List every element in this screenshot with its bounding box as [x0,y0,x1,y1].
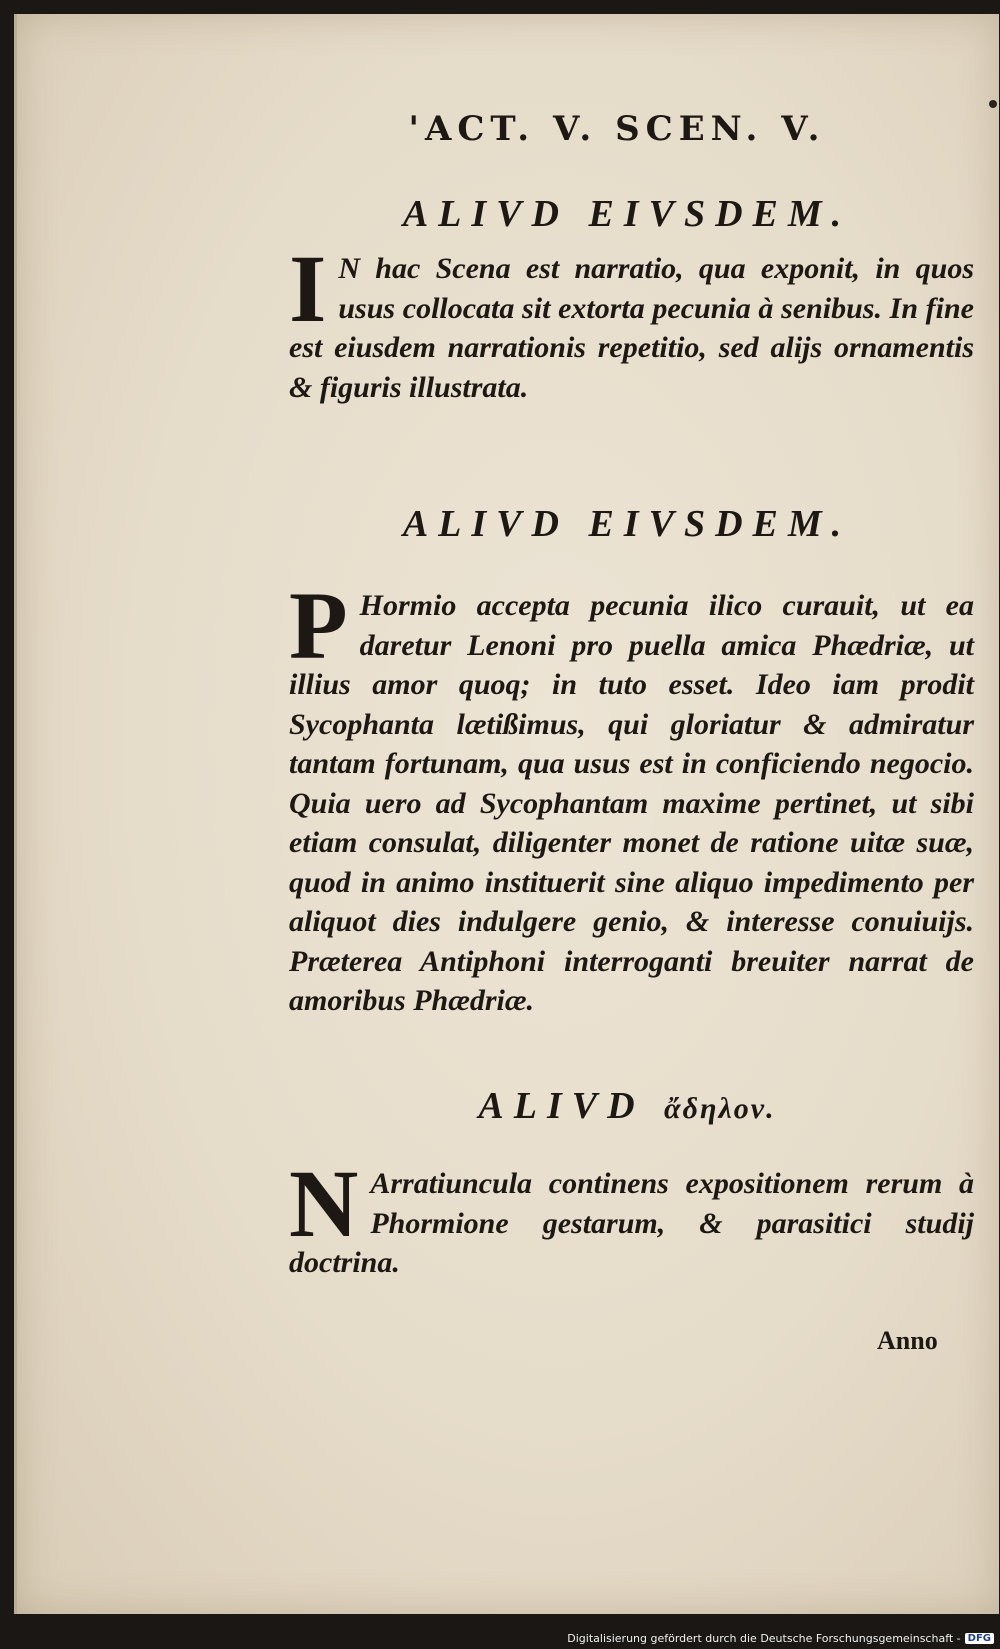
section-heading-2: ALIVD EIVSDEM. [402,503,852,545]
section-paragraph-3 [289,1150,974,1283]
paragraph-text: Arratiuncula continens expositionem rerum à Phormione gestarum, & parasitici studij doctrina. [289,1167,974,1279]
section-paragraph-2 [289,572,974,1021]
drop-cap: I [289,235,327,342]
section-heading-3 [277,1084,977,1128]
drop-cap: N [289,1150,359,1257]
catchword: Anno [877,1326,938,1355]
section-heading-1: ALIVD EIVSDEM. [402,193,852,235]
drop-cap: P [289,572,348,679]
book-page [14,14,999,1614]
heading-greek: ἄδηλον. [664,1092,776,1125]
section-paragraph-1 [289,235,974,407]
ink-spot [989,100,997,108]
digitization-credit [567,1632,994,1645]
running-head: 'ACT. V. SCEN. V. [408,109,826,149]
paragraph-text: N hac Scena est narratio, qua exponit, in quos usus collocata sit extorta pecunia à senibus. In fine est eiusdem narrationis repetitio, sed alijs ornamentis & figuris illustrata. [289,252,974,404]
credit-text: Digitalisierung gefördert durch die Deutsche Forschungsgemeinschaft - [567,1632,961,1645]
heading-latin: ALIVD [478,1085,645,1127]
paragraph-text: Hormio accepta pecunia ilico curauit, ut ea daretur Lenoni pro puella amica Phædriæ, ut illius amor quoq; in tuto esset. Ideo iam prodit Sycophanta lætißimus, qui gloriatur & admiratur tantam fortunam, qua usus est in conficiendo negocio. Quia uero ad Sycophantam maxime pertinet, ut sibi etiam consulat, diligenter monet de ratione uitæ suæ, quod in animo instituerit sine aliquo impedimento per aliquot dies indulgere genio, & interesse conuiuijs. Præterea Antiphoni interroganti breuiter narrat de amoribus Phædriæ. [289,589,974,1017]
dfg-logo: DFG [965,1633,994,1644]
